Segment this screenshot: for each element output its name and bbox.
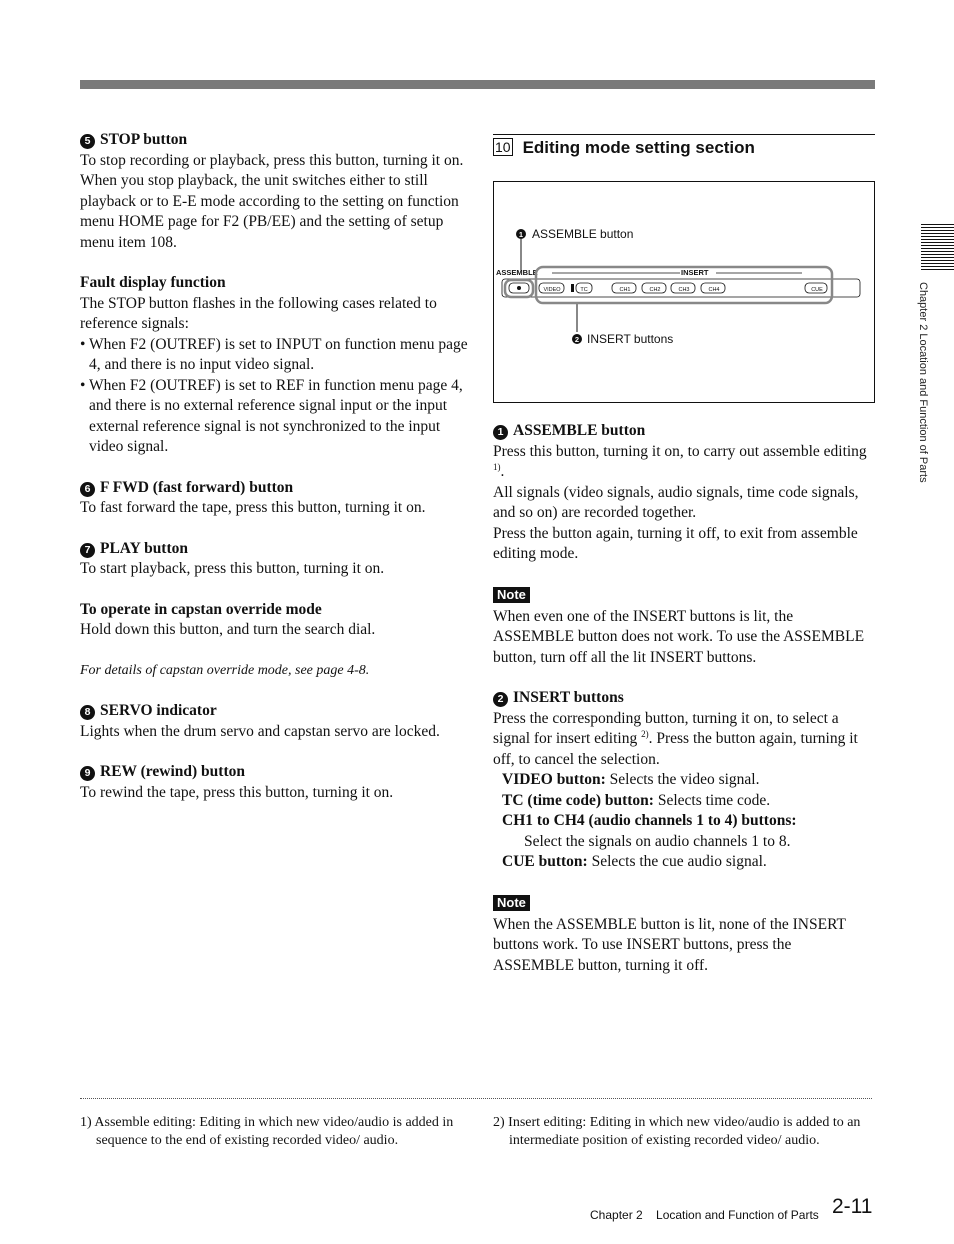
capstan-section [80,600,470,641]
assemble-section: 1 ASSEMBLE button Press this button, turning it on, to carry out assemble editing $^{1)}$. All signals (video signals, audio signals, time code signals, and so on) are recorded together. Press the button again, turning it off, to exit from assemble editing mode. [493,421,875,565]
capstan-reference: For details of capstan override mode, see page 4-8. [80,662,370,678]
servo-section [80,701,470,742]
cue-button-desc: CUE button: Selects the cue audio signal. [502,853,767,870]
rew-section [80,762,470,803]
tc-button-desc: TC (time code) button: Selects time code. [502,791,771,809]
tc-button [576,283,592,293]
svg-text:CH2: CH2 [649,287,661,293]
fault-display-section [80,273,470,458]
play-text: To start playback, press this button, turning it on. [80,560,385,577]
note-tag: Note [493,895,530,911]
ch-buttons-text: Select the signals on audio channels 1 to 8. [524,832,791,850]
assemble-button [509,283,529,293]
assemble-heading: ASSEMBLE button [513,422,646,439]
fault-heading: Fault display function [80,274,226,291]
assemble-text-3: Press the button again, turning it off, to exit from assemble editing mode. [493,524,858,562]
number-bullet: 5 [80,134,95,149]
number-bullet: 8 [80,705,95,720]
stop-text-2: When you stop playback, the unit switches either to still playback or to E-E mode according to the setting on function menu HOME page for F2 (PB/EE) and the setting of setup menu item 108. [80,172,459,251]
assemble-text-1: Press this button, turning it on, to carry out assemble editing [493,442,867,460]
ch2-button [642,283,666,293]
note-tag: Note [493,587,530,603]
assemble-text-2: All signals (video signals, audio signals, time code signals, and so on) are recorded together. [493,483,859,521]
number-bullet: 1 [493,425,508,440]
chapter-tab-marker [921,224,954,270]
editing-panel-figure [493,181,875,403]
side-chapter-label: Chapter 2 Location and Function of Parts [917,282,929,483]
insert-section: 2 INSERT buttons Press the corresponding button, turning it on, to select a signal for insert editing $^{2)}$. Press the button again, turning it off, to cancel the selection. VIDEO button: Selects the video signal. TC (time code) button: Selects time code. CH1 to CH4 (audio channels 1 to 4) buttons: Select the signals on audio channels 1 to 8. CUE button: Selects the cue audio signal. [493,688,875,873]
ch-buttons-desc: CH1 to CH4 (audio channels 1 to 4) buttons: [502,812,797,829]
servo-heading: SERVO indicator [100,702,217,719]
insert-heading: INSERT buttons [513,689,624,706]
number-bullet: 2 [493,692,508,707]
fault-bullet-2: • When F2 (OUTREF) is set to REF in function menu page 4, and there is no external reference signal input or the input external reference signal is not synchronized to the input video signal. [80,376,463,455]
stop-button-section [80,130,470,253]
ffwd-text: To fast forward the tape, press this button, turning it on. [80,499,426,516]
capstan-text: Hold down this button, and turn the search dial. [80,621,376,638]
capstan-note [80,661,470,682]
footer-chapter-label: Chapter 2 Location and Function of Parts [590,1208,819,1222]
video-button [539,283,564,293]
footnote-rule [80,1098,872,1099]
ffwd-heading: F FWD (fast forward) button [100,478,294,496]
callout-2-num: 2 [574,335,580,344]
play-heading: PLAY button [100,539,189,557]
svg-text:CH1: CH1 [619,287,631,293]
section-number: 10 [495,139,511,155]
left-column [80,130,470,823]
svg-text:TC: TC [580,287,588,293]
panel-insert-label: INSERT [681,268,709,277]
ch1-button [612,283,636,293]
stop-text-1: To stop recording or playback, press this button, turning it on. [80,151,464,169]
svg-text:CUE: CUE [811,287,823,293]
note-1 [493,585,875,669]
servo-text: Lights when the drum servo and capstan servo are locked. [80,722,440,740]
ch3-button [671,283,695,293]
note-1-text: When even one of the INSERT buttons is lit, the ASSEMBLE button does not work. To use the ASSEMBLE button, turn off all the lit INSERT buttons. [493,607,865,666]
panel-diagram [494,182,874,402]
video-button-desc: VIDEO button: Selects the video signal. [502,771,760,788]
stop-heading: STOP button [100,131,188,148]
callout-2-label: INSERT buttons [587,332,674,346]
tc-indicator [571,284,574,292]
note-2 [493,893,875,977]
ch4-button [701,283,725,293]
footnote-ref-1: 1) [493,462,501,472]
ffwd-section [80,478,470,519]
page-number: 2-11 [832,1195,873,1218]
svg-text:CH4: CH4 [708,287,720,293]
capstan-heading: To operate in capstan override mode [80,600,322,618]
svg-text:CH3: CH3 [678,287,690,293]
cue-button [805,283,827,293]
insert-text-1: Press the corresponding button, turning it on, to select a signal for insert editing [493,709,839,747]
footnote-1: 1) Assemble editing: Editing in which new video/audio is added in sequence to the end of existing recorded video/ audio. [80,1115,454,1148]
svg-text:VIDEO: VIDEO [543,287,561,293]
rew-text: To rewind the tape, press this button, turning it on. [80,783,394,801]
fault-bullet-1: • When F2 (OUTREF) is set to INPUT on function menu page 4, and there is no input video signal. [80,335,468,373]
number-bullet: 9 [80,766,95,781]
section-heading [493,134,875,159]
footnote-2: 2) Insert editing: Editing in which new video/audio is added to an intermediate position of existing recorded video/ audio. [493,1115,861,1148]
right-column [493,421,875,996]
section-title: Editing mode setting section [522,138,755,157]
number-bullet: 7 [80,543,95,558]
fault-text: The STOP button flashes in the following cases related to reference signals: [80,294,437,332]
note-2-text: When the ASSEMBLE button is lit, none of the INSERT buttons work. To use INSERT buttons, press the ASSEMBLE button, turning it off. [493,915,846,974]
rew-heading: REW (rewind) button [100,763,245,780]
number-bullet: 6 [80,482,95,497]
callout-1-num: 1 [518,230,524,239]
top-rule [80,80,875,89]
panel-assemble-label: ASSEMBLE [496,268,538,277]
play-section [80,539,470,580]
callout-1-label: ASSEMBLE button [532,227,634,241]
footnote-ref-2: 2) [641,729,649,739]
